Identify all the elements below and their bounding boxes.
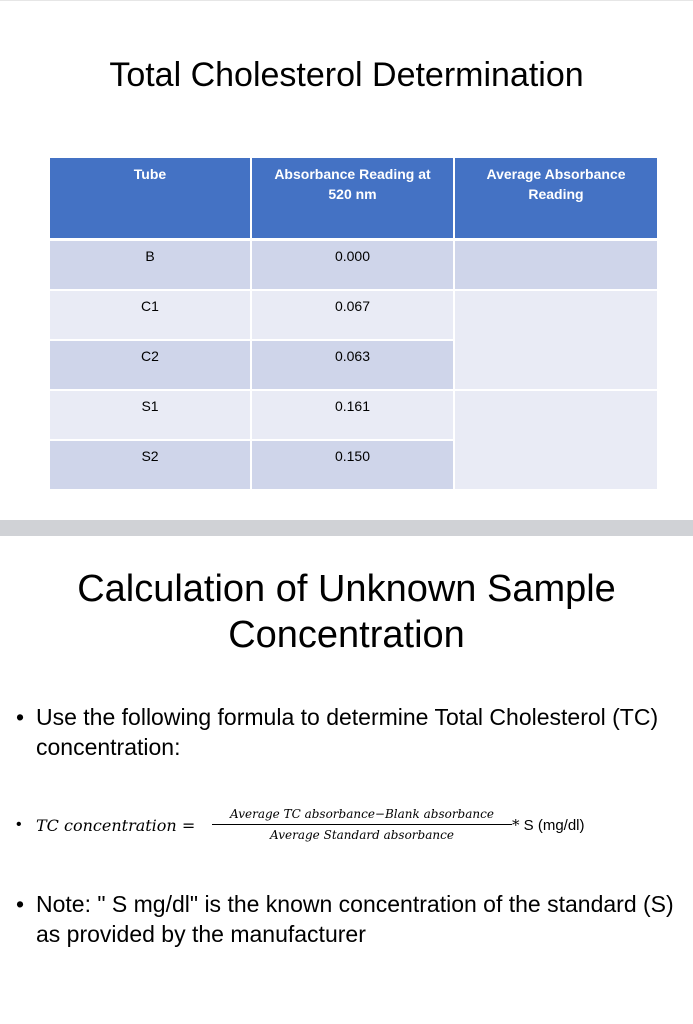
table-row [50, 390, 657, 440]
slide-title-line2: Concentration [228, 614, 465, 656]
cell-average [454, 240, 657, 291]
header-tube: Tube [50, 158, 251, 240]
formula-multiply: * [512, 816, 520, 834]
formula-rhs [512, 816, 585, 834]
formula-numerator: Average TC absorbance−Blank absorbance [230, 807, 494, 821]
slide-title-line1: Calculation of Unknown Sample [77, 568, 616, 610]
table-row [50, 240, 657, 291]
bullet-dot: • [16, 891, 25, 917]
cell-absorbance: 0.000 [251, 240, 454, 291]
cell-absorbance: 0.067 [251, 290, 454, 340]
table-row [50, 290, 657, 340]
header-average [454, 158, 657, 240]
slide-title [0, 566, 693, 658]
slide-calculation [0, 536, 693, 1024]
cell-tube: C1 [50, 290, 251, 340]
bullet-instruction [16, 702, 676, 762]
formula-units: S (mg/dl) [523, 817, 585, 834]
bullet-dot: • [16, 704, 25, 730]
slide-title: Total Cholesterol Determination [109, 56, 584, 94]
header-absorbance [251, 158, 454, 240]
cell-absorbance: 0.150 [251, 440, 454, 490]
cell-absorbance: 0.063 [251, 340, 454, 390]
bullet-note [16, 889, 676, 949]
cell-tube: S1 [50, 390, 251, 440]
cell-average [454, 390, 657, 490]
bullet-text: Use the following formula to determine Total Cholesterol (TC) concentration: [36, 704, 659, 760]
formula-lhs: TC concentration = [36, 816, 196, 835]
slide-separator [0, 520, 693, 536]
cell-absorbance: 0.161 [251, 390, 454, 440]
formula [16, 804, 676, 848]
cell-tube: B [50, 240, 251, 291]
header-average-label: Average Absorbance Reading [486, 166, 626, 202]
bullet-text: Note: " S mg/dl" is the known concentration of the standard (S) as provided by the manufacturer [36, 891, 674, 947]
absorbance-table [50, 158, 657, 491]
bullet-dot: • [16, 816, 22, 833]
cell-average [454, 290, 657, 390]
header-absorbance-label: Absorbance Reading at 520 nm [274, 166, 431, 202]
cell-tube: S2 [50, 440, 251, 490]
table-header-row [50, 158, 657, 240]
cell-tube: C2 [50, 340, 251, 390]
formula-fraction [212, 804, 512, 845]
formula-denominator: Average Standard absorbance [270, 828, 454, 842]
